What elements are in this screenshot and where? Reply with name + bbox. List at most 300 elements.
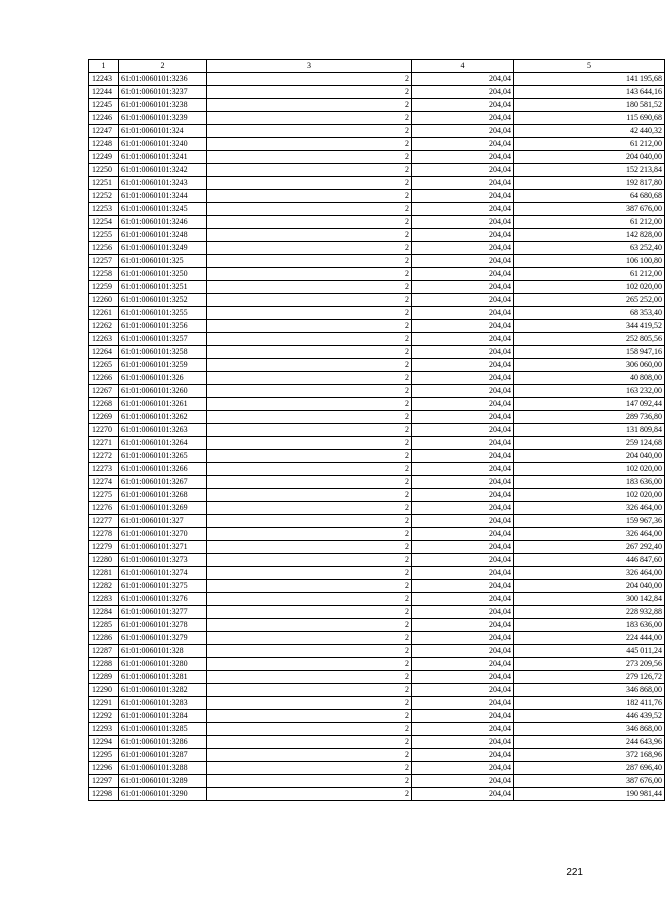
table-row (89, 424, 665, 437)
table-row (89, 203, 665, 216)
table-cell-col-2: 61:01:0060101:3276 (119, 593, 207, 606)
table-cell-col-5: 204 040,00 (514, 580, 665, 593)
table-cell-col-5: 445 011,24 (514, 645, 665, 658)
table-row (89, 684, 665, 697)
table-row (89, 554, 665, 567)
table-cell-col-4: 204,04 (412, 320, 514, 333)
table-cell-col-5: 115 690,68 (514, 112, 665, 125)
table-cell-col-2: 61:01:0060101:3250 (119, 268, 207, 281)
table-row (89, 242, 665, 255)
table-row (89, 268, 665, 281)
table-cell-col-5: 387 676,00 (514, 203, 665, 216)
table-cell-col-1: 12243 (89, 73, 119, 86)
table-cell-col-4: 204,04 (412, 255, 514, 268)
table-cell-col-2: 61:01:0060101:3256 (119, 320, 207, 333)
table-cell-col-1: 12270 (89, 424, 119, 437)
table-cell-col-5: 61 212,00 (514, 216, 665, 229)
table-cell-col-5: 273 209,56 (514, 658, 665, 671)
table-row (89, 775, 665, 788)
table-cell-col-2: 61:01:0060101:3242 (119, 164, 207, 177)
table-cell-col-3: 2 (207, 710, 412, 723)
table-cell-col-4: 204,04 (412, 489, 514, 502)
table-cell-col-2: 61:01:0060101:3290 (119, 788, 207, 801)
table-row (89, 762, 665, 775)
table-cell-col-5: 182 411,76 (514, 697, 665, 710)
table-cell-col-4: 204,04 (412, 723, 514, 736)
table-cell-col-1: 12286 (89, 632, 119, 645)
table-cell-col-3: 2 (207, 73, 412, 86)
table-cell-col-3: 2 (207, 788, 412, 801)
table-cell-col-2: 61:01:0060101:3289 (119, 775, 207, 788)
table-cell-col-2: 61:01:0060101:3260 (119, 385, 207, 398)
table-cell-col-5: 64 680,68 (514, 190, 665, 203)
table-cell-col-1: 12252 (89, 190, 119, 203)
table-body (89, 73, 665, 801)
table-cell-col-3: 2 (207, 476, 412, 489)
table-cell-col-4: 204,04 (412, 502, 514, 515)
table-cell-col-4: 204,04 (412, 671, 514, 684)
table-cell-col-1: 12289 (89, 671, 119, 684)
table-row (89, 255, 665, 268)
table-cell-col-1: 12290 (89, 684, 119, 697)
table-cell-col-2: 61:01:0060101:3270 (119, 528, 207, 541)
table-cell-col-5: 204 040,00 (514, 151, 665, 164)
table-cell-col-4: 204,04 (412, 216, 514, 229)
table-cell-col-5: 42 440,32 (514, 125, 665, 138)
table-cell-col-1: 12249 (89, 151, 119, 164)
table-row (89, 73, 665, 86)
table-cell-col-5: 190 981,44 (514, 788, 665, 801)
table-cell-col-3: 2 (207, 307, 412, 320)
table-cell-col-2: 61:01:0060101:3280 (119, 658, 207, 671)
table-cell-col-4: 204,04 (412, 619, 514, 632)
table-cell-col-3: 2 (207, 372, 412, 385)
table-cell-col-4: 204,04 (412, 138, 514, 151)
table-cell-col-3: 2 (207, 216, 412, 229)
column-header-3: 3 (207, 60, 412, 73)
table-cell-col-5: 68 353,40 (514, 307, 665, 320)
table-cell-col-4: 204,04 (412, 450, 514, 463)
table-cell-col-2: 61:01:0060101:3237 (119, 86, 207, 99)
table-cell-col-4: 204,04 (412, 86, 514, 99)
table-row (89, 229, 665, 242)
table-cell-col-3: 2 (207, 515, 412, 528)
table-cell-col-5: 152 213,84 (514, 164, 665, 177)
table-cell-col-5: 163 232,00 (514, 385, 665, 398)
table-cell-col-3: 2 (207, 606, 412, 619)
table-cell-col-2: 61:01:0060101:3279 (119, 632, 207, 645)
table-row (89, 216, 665, 229)
table-cell-col-4: 204,04 (412, 515, 514, 528)
table-cell-col-1: 12282 (89, 580, 119, 593)
table-cell-col-2: 61:01:0060101:3266 (119, 463, 207, 476)
table-row (89, 450, 665, 463)
table-cell-col-4: 204,04 (412, 710, 514, 723)
table-cell-col-4: 204,04 (412, 333, 514, 346)
table-cell-col-5: 192 817,80 (514, 177, 665, 190)
table-cell-col-3: 2 (207, 554, 412, 567)
table-cell-col-4: 204,04 (412, 424, 514, 437)
table-cell-col-4: 204,04 (412, 762, 514, 775)
table-cell-col-2: 61:01:0060101:3267 (119, 476, 207, 489)
table-cell-col-5: 287 696,40 (514, 762, 665, 775)
table-cell-col-4: 204,04 (412, 359, 514, 372)
table-cell-col-1: 12268 (89, 398, 119, 411)
table-row (89, 671, 665, 684)
table-cell-col-2: 61:01:0060101:3246 (119, 216, 207, 229)
table-row (89, 112, 665, 125)
table-cell-col-3: 2 (207, 658, 412, 671)
table-cell-col-3: 2 (207, 151, 412, 164)
table-cell-col-2: 61:01:0060101:3245 (119, 203, 207, 216)
table-cell-col-3: 2 (207, 255, 412, 268)
table-cell-col-4: 204,04 (412, 307, 514, 320)
table-row (89, 164, 665, 177)
table-cell-col-1: 12295 (89, 749, 119, 762)
table-cell-col-3: 2 (207, 632, 412, 645)
table-cell-col-5: 387 676,00 (514, 775, 665, 788)
table-cell-col-3: 2 (207, 164, 412, 177)
table-cell-col-5: 259 124,68 (514, 437, 665, 450)
table-cell-col-2: 61:01:0060101:3285 (119, 723, 207, 736)
table-cell-col-5: 279 126,72 (514, 671, 665, 684)
table-cell-col-2: 61:01:0060101:3264 (119, 437, 207, 450)
table-cell-col-1: 12285 (89, 619, 119, 632)
table-cell-col-1: 12297 (89, 775, 119, 788)
table-cell-col-4: 204,04 (412, 645, 514, 658)
table-cell-col-1: 12288 (89, 658, 119, 671)
table-cell-col-5: 131 809,84 (514, 424, 665, 437)
table-cell-col-4: 204,04 (412, 125, 514, 138)
table-cell-col-2: 61:01:0060101:3258 (119, 346, 207, 359)
table-cell-col-5: 267 292,40 (514, 541, 665, 554)
table-cell-col-2: 61:01:0060101:3268 (119, 489, 207, 502)
table-cell-col-5: 346 868,00 (514, 684, 665, 697)
table-cell-col-4: 204,04 (412, 281, 514, 294)
table-row (89, 385, 665, 398)
table-cell-col-3: 2 (207, 736, 412, 749)
table-cell-col-2: 61:01:0060101:3281 (119, 671, 207, 684)
table-cell-col-3: 2 (207, 333, 412, 346)
table-cell-col-3: 2 (207, 580, 412, 593)
table-cell-col-3: 2 (207, 424, 412, 437)
table-cell-col-3: 2 (207, 450, 412, 463)
table-cell-col-2: 61:01:0060101:3287 (119, 749, 207, 762)
table-cell-col-3: 2 (207, 411, 412, 424)
table-cell-col-3: 2 (207, 437, 412, 450)
table-cell-col-3: 2 (207, 749, 412, 762)
column-header-1: 1 (89, 60, 119, 73)
table-cell-col-3: 2 (207, 99, 412, 112)
table-cell-col-4: 204,04 (412, 242, 514, 255)
table-cell-col-5: 158 947,16 (514, 346, 665, 359)
table-cell-col-5: 346 868,00 (514, 723, 665, 736)
table-cell-col-2: 61:01:0060101:326 (119, 372, 207, 385)
table-cell-col-4: 204,04 (412, 372, 514, 385)
table-cell-col-4: 204,04 (412, 593, 514, 606)
table-cell-col-2: 61:01:0060101:3278 (119, 619, 207, 632)
table-row (89, 749, 665, 762)
table-cell-col-3: 2 (207, 229, 412, 242)
table-cell-col-1: 12266 (89, 372, 119, 385)
table-cell-col-1: 12296 (89, 762, 119, 775)
table-row (89, 125, 665, 138)
table-cell-col-1: 12284 (89, 606, 119, 619)
table-cell-col-5: 102 020,00 (514, 489, 665, 502)
table-cell-col-4: 204,04 (412, 788, 514, 801)
table-cell-col-5: 141 195,68 (514, 73, 665, 86)
table-row (89, 177, 665, 190)
table-row (89, 359, 665, 372)
table-row (89, 320, 665, 333)
table-cell-col-1: 12298 (89, 788, 119, 801)
table-cell-col-3: 2 (207, 463, 412, 476)
table-row (89, 294, 665, 307)
table-cell-col-3: 2 (207, 593, 412, 606)
table-cell-col-1: 12269 (89, 411, 119, 424)
page-number: 221 (566, 867, 583, 878)
table-cell-col-1: 12246 (89, 112, 119, 125)
table-row (89, 645, 665, 658)
table-cell-col-4: 204,04 (412, 99, 514, 112)
table-cell-col-3: 2 (207, 177, 412, 190)
table-cell-col-1: 12262 (89, 320, 119, 333)
table-cell-col-2: 61:01:0060101:3282 (119, 684, 207, 697)
table-cell-col-5: 446 847,60 (514, 554, 665, 567)
table-cell-col-4: 204,04 (412, 736, 514, 749)
table-cell-col-4: 204,04 (412, 749, 514, 762)
table-cell-col-4: 204,04 (412, 463, 514, 476)
table-cell-col-2: 61:01:0060101:3273 (119, 554, 207, 567)
table-row (89, 489, 665, 502)
table-cell-col-1: 12281 (89, 567, 119, 580)
table-cell-col-1: 12279 (89, 541, 119, 554)
table-cell-col-1: 12271 (89, 437, 119, 450)
table-cell-col-4: 204,04 (412, 684, 514, 697)
table-row (89, 346, 665, 359)
table-cell-col-2: 61:01:0060101:324 (119, 125, 207, 138)
table-cell-col-3: 2 (207, 359, 412, 372)
table-cell-col-1: 12276 (89, 502, 119, 515)
table-cell-col-1: 12248 (89, 138, 119, 151)
table-cell-col-3: 2 (207, 671, 412, 684)
table-cell-col-1: 12263 (89, 333, 119, 346)
table-cell-col-1: 12283 (89, 593, 119, 606)
table-cell-col-5: 228 932,88 (514, 606, 665, 619)
table-cell-col-1: 12260 (89, 294, 119, 307)
header-row (89, 60, 665, 73)
table-cell-col-3: 2 (207, 619, 412, 632)
table-cell-col-5: 142 828,00 (514, 229, 665, 242)
table-cell-col-3: 2 (207, 645, 412, 658)
table-cell-col-4: 204,04 (412, 775, 514, 788)
table-cell-col-2: 61:01:0060101:3259 (119, 359, 207, 372)
table-cell-col-4: 204,04 (412, 554, 514, 567)
table-cell-col-3: 2 (207, 775, 412, 788)
table-row (89, 437, 665, 450)
table-row (89, 567, 665, 580)
table-cell-col-5: 326 464,00 (514, 567, 665, 580)
table-cell-col-5: 183 636,00 (514, 619, 665, 632)
table-cell-col-2: 61:01:0060101:3248 (119, 229, 207, 242)
table-cell-col-4: 204,04 (412, 385, 514, 398)
table-cell-col-4: 204,04 (412, 697, 514, 710)
table-cell-col-2: 61:01:0060101:3263 (119, 424, 207, 437)
table-cell-col-5: 265 252,00 (514, 294, 665, 307)
table-cell-col-1: 12256 (89, 242, 119, 255)
table-cell-col-2: 61:01:0060101:3275 (119, 580, 207, 593)
table-row (89, 515, 665, 528)
table-cell-col-5: 204 040,00 (514, 450, 665, 463)
table-cell-col-3: 2 (207, 762, 412, 775)
table-cell-col-5: 180 581,52 (514, 99, 665, 112)
table-cell-col-2: 61:01:0060101:3257 (119, 333, 207, 346)
table-cell-col-3: 2 (207, 268, 412, 281)
table-cell-col-3: 2 (207, 541, 412, 554)
table-cell-col-2: 61:01:0060101:3277 (119, 606, 207, 619)
table-row (89, 372, 665, 385)
table-cell-col-4: 204,04 (412, 112, 514, 125)
table-row (89, 476, 665, 489)
table-cell-col-3: 2 (207, 684, 412, 697)
table-row (89, 99, 665, 112)
table-cell-col-4: 204,04 (412, 658, 514, 671)
table-cell-col-4: 204,04 (412, 437, 514, 450)
table-cell-col-2: 61:01:0060101:3288 (119, 762, 207, 775)
table-row (89, 541, 665, 554)
table-row (89, 463, 665, 476)
table-cell-col-2: 61:01:0060101:3261 (119, 398, 207, 411)
table-row (89, 593, 665, 606)
table-cell-col-5: 289 736,80 (514, 411, 665, 424)
table-cell-col-3: 2 (207, 697, 412, 710)
table-cell-col-3: 2 (207, 567, 412, 580)
table-cell-col-5: 147 092,44 (514, 398, 665, 411)
table-cell-col-3: 2 (207, 528, 412, 541)
table-cell-col-1: 12244 (89, 86, 119, 99)
table-cell-col-5: 61 212,00 (514, 268, 665, 281)
table-cell-col-4: 204,04 (412, 398, 514, 411)
table-cell-col-4: 204,04 (412, 294, 514, 307)
table-row (89, 307, 665, 320)
table-cell-col-2: 61:01:0060101:3238 (119, 99, 207, 112)
table-cell-col-5: 102 020,00 (514, 463, 665, 476)
table-cell-col-2: 61:01:0060101:3251 (119, 281, 207, 294)
table-cell-col-4: 204,04 (412, 476, 514, 489)
table-cell-col-5: 143 644,16 (514, 86, 665, 99)
table-cell-col-3: 2 (207, 502, 412, 515)
table-cell-col-2: 61:01:0060101:3243 (119, 177, 207, 190)
table-cell-col-4: 204,04 (412, 190, 514, 203)
table-cell-col-2: 61:01:0060101:3286 (119, 736, 207, 749)
table-row (89, 736, 665, 749)
table-cell-col-2: 61:01:0060101:3252 (119, 294, 207, 307)
table-cell-col-1: 12264 (89, 346, 119, 359)
table-cell-col-2: 61:01:0060101:3274 (119, 567, 207, 580)
column-header-5: 5 (514, 60, 665, 73)
table-cell-col-1: 12273 (89, 463, 119, 476)
table-cell-col-5: 252 805,56 (514, 333, 665, 346)
registry-table (88, 59, 665, 801)
table-cell-col-2: 61:01:0060101:3271 (119, 541, 207, 554)
table-cell-col-1: 12259 (89, 281, 119, 294)
table-cell-col-4: 204,04 (412, 203, 514, 216)
table-cell-col-5: 372 168,96 (514, 749, 665, 762)
table-cell-col-3: 2 (207, 346, 412, 359)
table-cell-col-2: 61:01:0060101:3244 (119, 190, 207, 203)
table-cell-col-1: 12254 (89, 216, 119, 229)
table-cell-col-1: 12274 (89, 476, 119, 489)
table-cell-col-5: 224 444,00 (514, 632, 665, 645)
table-cell-col-2: 61:01:0060101:3262 (119, 411, 207, 424)
table-cell-col-3: 2 (207, 723, 412, 736)
table-cell-col-2: 61:01:0060101:327 (119, 515, 207, 528)
table-cell-col-4: 204,04 (412, 541, 514, 554)
table-cell-col-2: 61:01:0060101:3269 (119, 502, 207, 515)
table-cell-col-1: 12277 (89, 515, 119, 528)
table-cell-col-3: 2 (207, 242, 412, 255)
table-cell-col-2: 61:01:0060101:3241 (119, 151, 207, 164)
table-cell-col-1: 12292 (89, 710, 119, 723)
table-cell-col-4: 204,04 (412, 411, 514, 424)
table-cell-col-1: 12293 (89, 723, 119, 736)
table-cell-col-1: 12250 (89, 164, 119, 177)
table-cell-col-1: 12253 (89, 203, 119, 216)
table-cell-col-4: 204,04 (412, 528, 514, 541)
table-cell-col-4: 204,04 (412, 567, 514, 580)
table-cell-col-3: 2 (207, 489, 412, 502)
table-cell-col-1: 12251 (89, 177, 119, 190)
table-row (89, 281, 665, 294)
table-row (89, 151, 665, 164)
table-cell-col-4: 204,04 (412, 580, 514, 593)
table-cell-col-4: 204,04 (412, 268, 514, 281)
column-header-4: 4 (412, 60, 514, 73)
table-cell-col-1: 12247 (89, 125, 119, 138)
table-cell-col-2: 61:01:0060101:3255 (119, 307, 207, 320)
table-row (89, 723, 665, 736)
table-cell-col-1: 12291 (89, 697, 119, 710)
table-row (89, 632, 665, 645)
table-cell-col-3: 2 (207, 320, 412, 333)
table-cell-col-1: 12255 (89, 229, 119, 242)
table-row (89, 411, 665, 424)
table-cell-col-5: 61 212,00 (514, 138, 665, 151)
table-row (89, 606, 665, 619)
table-cell-col-2: 61:01:0060101:3284 (119, 710, 207, 723)
table-cell-col-3: 2 (207, 281, 412, 294)
table-cell-col-1: 12258 (89, 268, 119, 281)
table-row (89, 502, 665, 515)
table-cell-col-1: 12272 (89, 450, 119, 463)
table-cell-col-5: 300 142,84 (514, 593, 665, 606)
table-cell-col-3: 2 (207, 294, 412, 307)
table-cell-col-2: 61:01:0060101:3283 (119, 697, 207, 710)
table-cell-col-5: 446 439,52 (514, 710, 665, 723)
table-cell-col-3: 2 (207, 86, 412, 99)
table-cell-col-4: 204,04 (412, 346, 514, 359)
table-row (89, 398, 665, 411)
table-cell-col-4: 204,04 (412, 229, 514, 242)
table-cell-col-1: 12287 (89, 645, 119, 658)
table-cell-col-4: 204,04 (412, 632, 514, 645)
table-cell-col-4: 204,04 (412, 151, 514, 164)
table-row (89, 190, 665, 203)
table-cell-col-4: 204,04 (412, 606, 514, 619)
table-row (89, 333, 665, 346)
table-cell-col-5: 63 252,40 (514, 242, 665, 255)
table-cell-col-5: 102 020,00 (514, 281, 665, 294)
